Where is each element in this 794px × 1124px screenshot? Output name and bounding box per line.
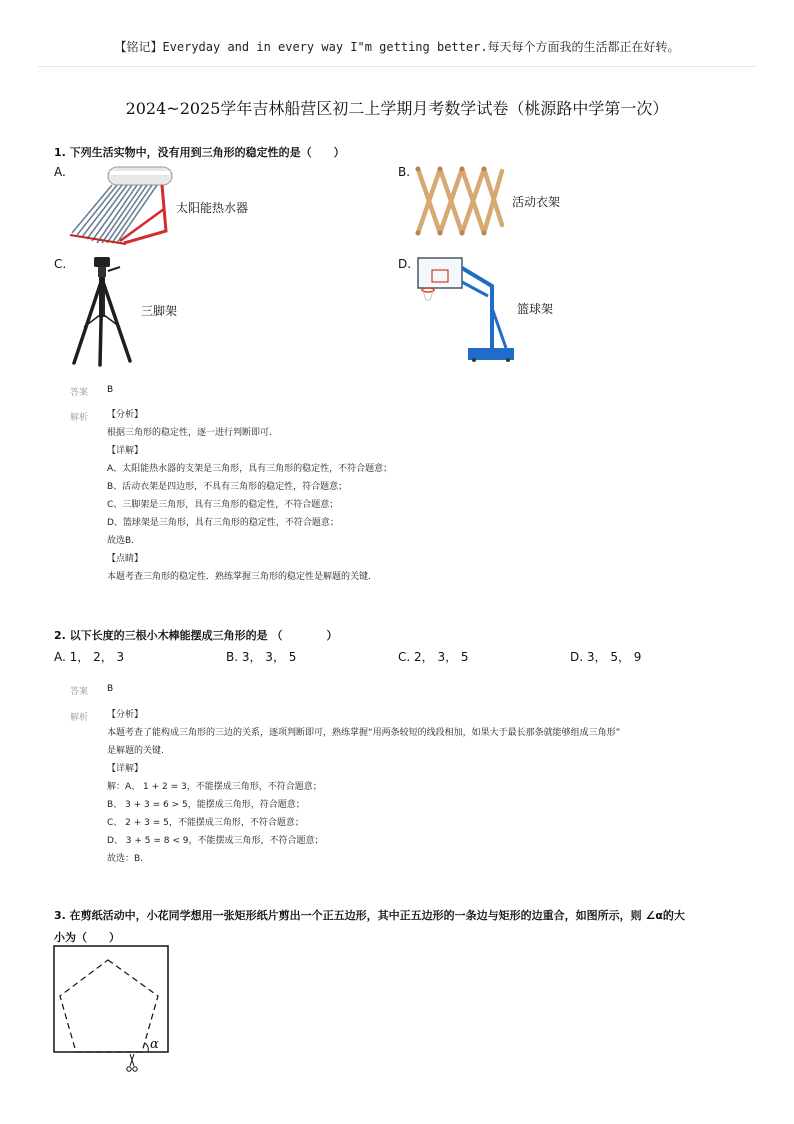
basketball-stand-image <box>414 256 518 362</box>
analysis-line: C、 2 + 3 = 5，不能摆成三角形，不符合题意； <box>107 818 304 828</box>
q1-answer: B <box>107 385 114 395</box>
analysis-line: 【分析】 <box>107 710 144 720</box>
folding-rack-image <box>412 165 506 237</box>
header-divider <box>38 66 756 67</box>
exam-title: 2024~2025学年吉林船营区初二上学期月考数学试卷（桃源路中学第一次） <box>125 99 669 118</box>
analysis-line: 解：A、 1 + 2 = 3，不能摆成三角形，不符合题意； <box>107 782 322 792</box>
analysis-line: 根据三角形的稳定性，逐一进行判断即可. <box>107 428 272 438</box>
q1-option-b-label: 活动衣架 <box>512 195 561 209</box>
analysis-line: 【详解】 <box>107 446 144 456</box>
q2-option-d[interactable]: D. 3， 5， 9 <box>570 650 642 664</box>
q1-option-a-label: 太阳能热水器 <box>176 201 249 215</box>
pentagon-outline <box>60 960 158 1052</box>
q1-option-a-letter[interactable]: A. <box>54 165 66 179</box>
scissors-icon <box>127 1054 137 1071</box>
q2-option-b[interactable]: B. 3， 3， 5 <box>226 650 297 664</box>
angle-alpha-label: α <box>150 1037 159 1052</box>
analysis-line: 故选B. <box>107 536 135 546</box>
analysis-line: 【分析】 <box>107 410 144 420</box>
q1-analysis-label: 解析 <box>70 413 89 423</box>
q1-answer-label: 答案 <box>70 388 89 398</box>
q3-stem-line2: 小为（ ） <box>54 931 120 944</box>
analysis-line: B、活动衣架是四边形，不具有三角形的稳定性，符合题意； <box>107 482 348 492</box>
analysis-line: 【详解】 <box>107 764 144 774</box>
q2-option-a[interactable]: A. 1， 2， 3 <box>54 650 125 664</box>
solar-water-heater-image <box>64 163 174 245</box>
q1-option-b-letter[interactable]: B. <box>398 165 411 179</box>
q2-stem: 2. 以下长度的三根小木棒能摆成三角形的是 （ ） <box>54 629 338 642</box>
q1-stem: 1. 下列生活实物中，没有用到三角形的稳定性的是（ ） <box>54 146 345 159</box>
analysis-line: C、三脚架是三角形，具有三角形的稳定性，不符合题意； <box>107 500 339 510</box>
q2-answer: B <box>107 684 114 694</box>
analysis-line: 本题考查了能构成三角形的三边的关系，逐项判断即可，熟练掌握“用两条较短的线段相加，如果大于最长那条就能够组成三角形” <box>107 728 621 738</box>
analysis-line: 是解题的关键. <box>107 746 164 756</box>
q1-analysis <box>107 406 737 586</box>
q1-option-d-label: 篮球架 <box>517 302 554 316</box>
analysis-line: B、 3 + 3 = 6 > 5，能摆成三角形，符合题意； <box>107 800 305 810</box>
header-motto: 【铭记】Everyday and in every way I"m getting better.每天每个方面我的生活都正在好转。 <box>114 40 680 54</box>
q2-analysis-label: 解析 <box>70 713 89 723</box>
analysis-line: 故选：B. <box>107 854 144 864</box>
analysis-line: 本题考查三角形的稳定性．熟练掌握三角形的稳定性是解题的关键． <box>107 572 378 582</box>
tripod-image <box>70 255 136 367</box>
q1-option-c-label: 三脚架 <box>141 304 178 318</box>
analysis-line: 【点睛】 <box>107 554 144 564</box>
q2-option-c[interactable]: C. 2， 3， 5 <box>398 650 469 664</box>
q3-stem-line1: 3. 在剪纸活动中，小花同学想用一张矩形纸片剪出一个正五边形，其中正五边形的一条边与矩形的边重合，如图所示，则 ∠α的大 <box>54 909 685 922</box>
analysis-line: A、太阳能热水器的支架是三角形，具有三角形的稳定性，不符合题意； <box>107 464 393 474</box>
analysis-line: D、 3 + 5 = 8 < 9，不能摆成三角形，不符合题意； <box>107 836 324 846</box>
q2-answer-label: 答案 <box>70 687 89 697</box>
q1-option-c-letter[interactable]: C. <box>54 257 67 271</box>
pentagon-figure <box>50 944 175 1072</box>
q2-analysis <box>107 706 737 868</box>
analysis-line: D、篮球架是三角形，具有三角形的稳定性，不符合题意； <box>107 518 339 528</box>
q1-option-d-letter[interactable]: D. <box>398 257 412 271</box>
